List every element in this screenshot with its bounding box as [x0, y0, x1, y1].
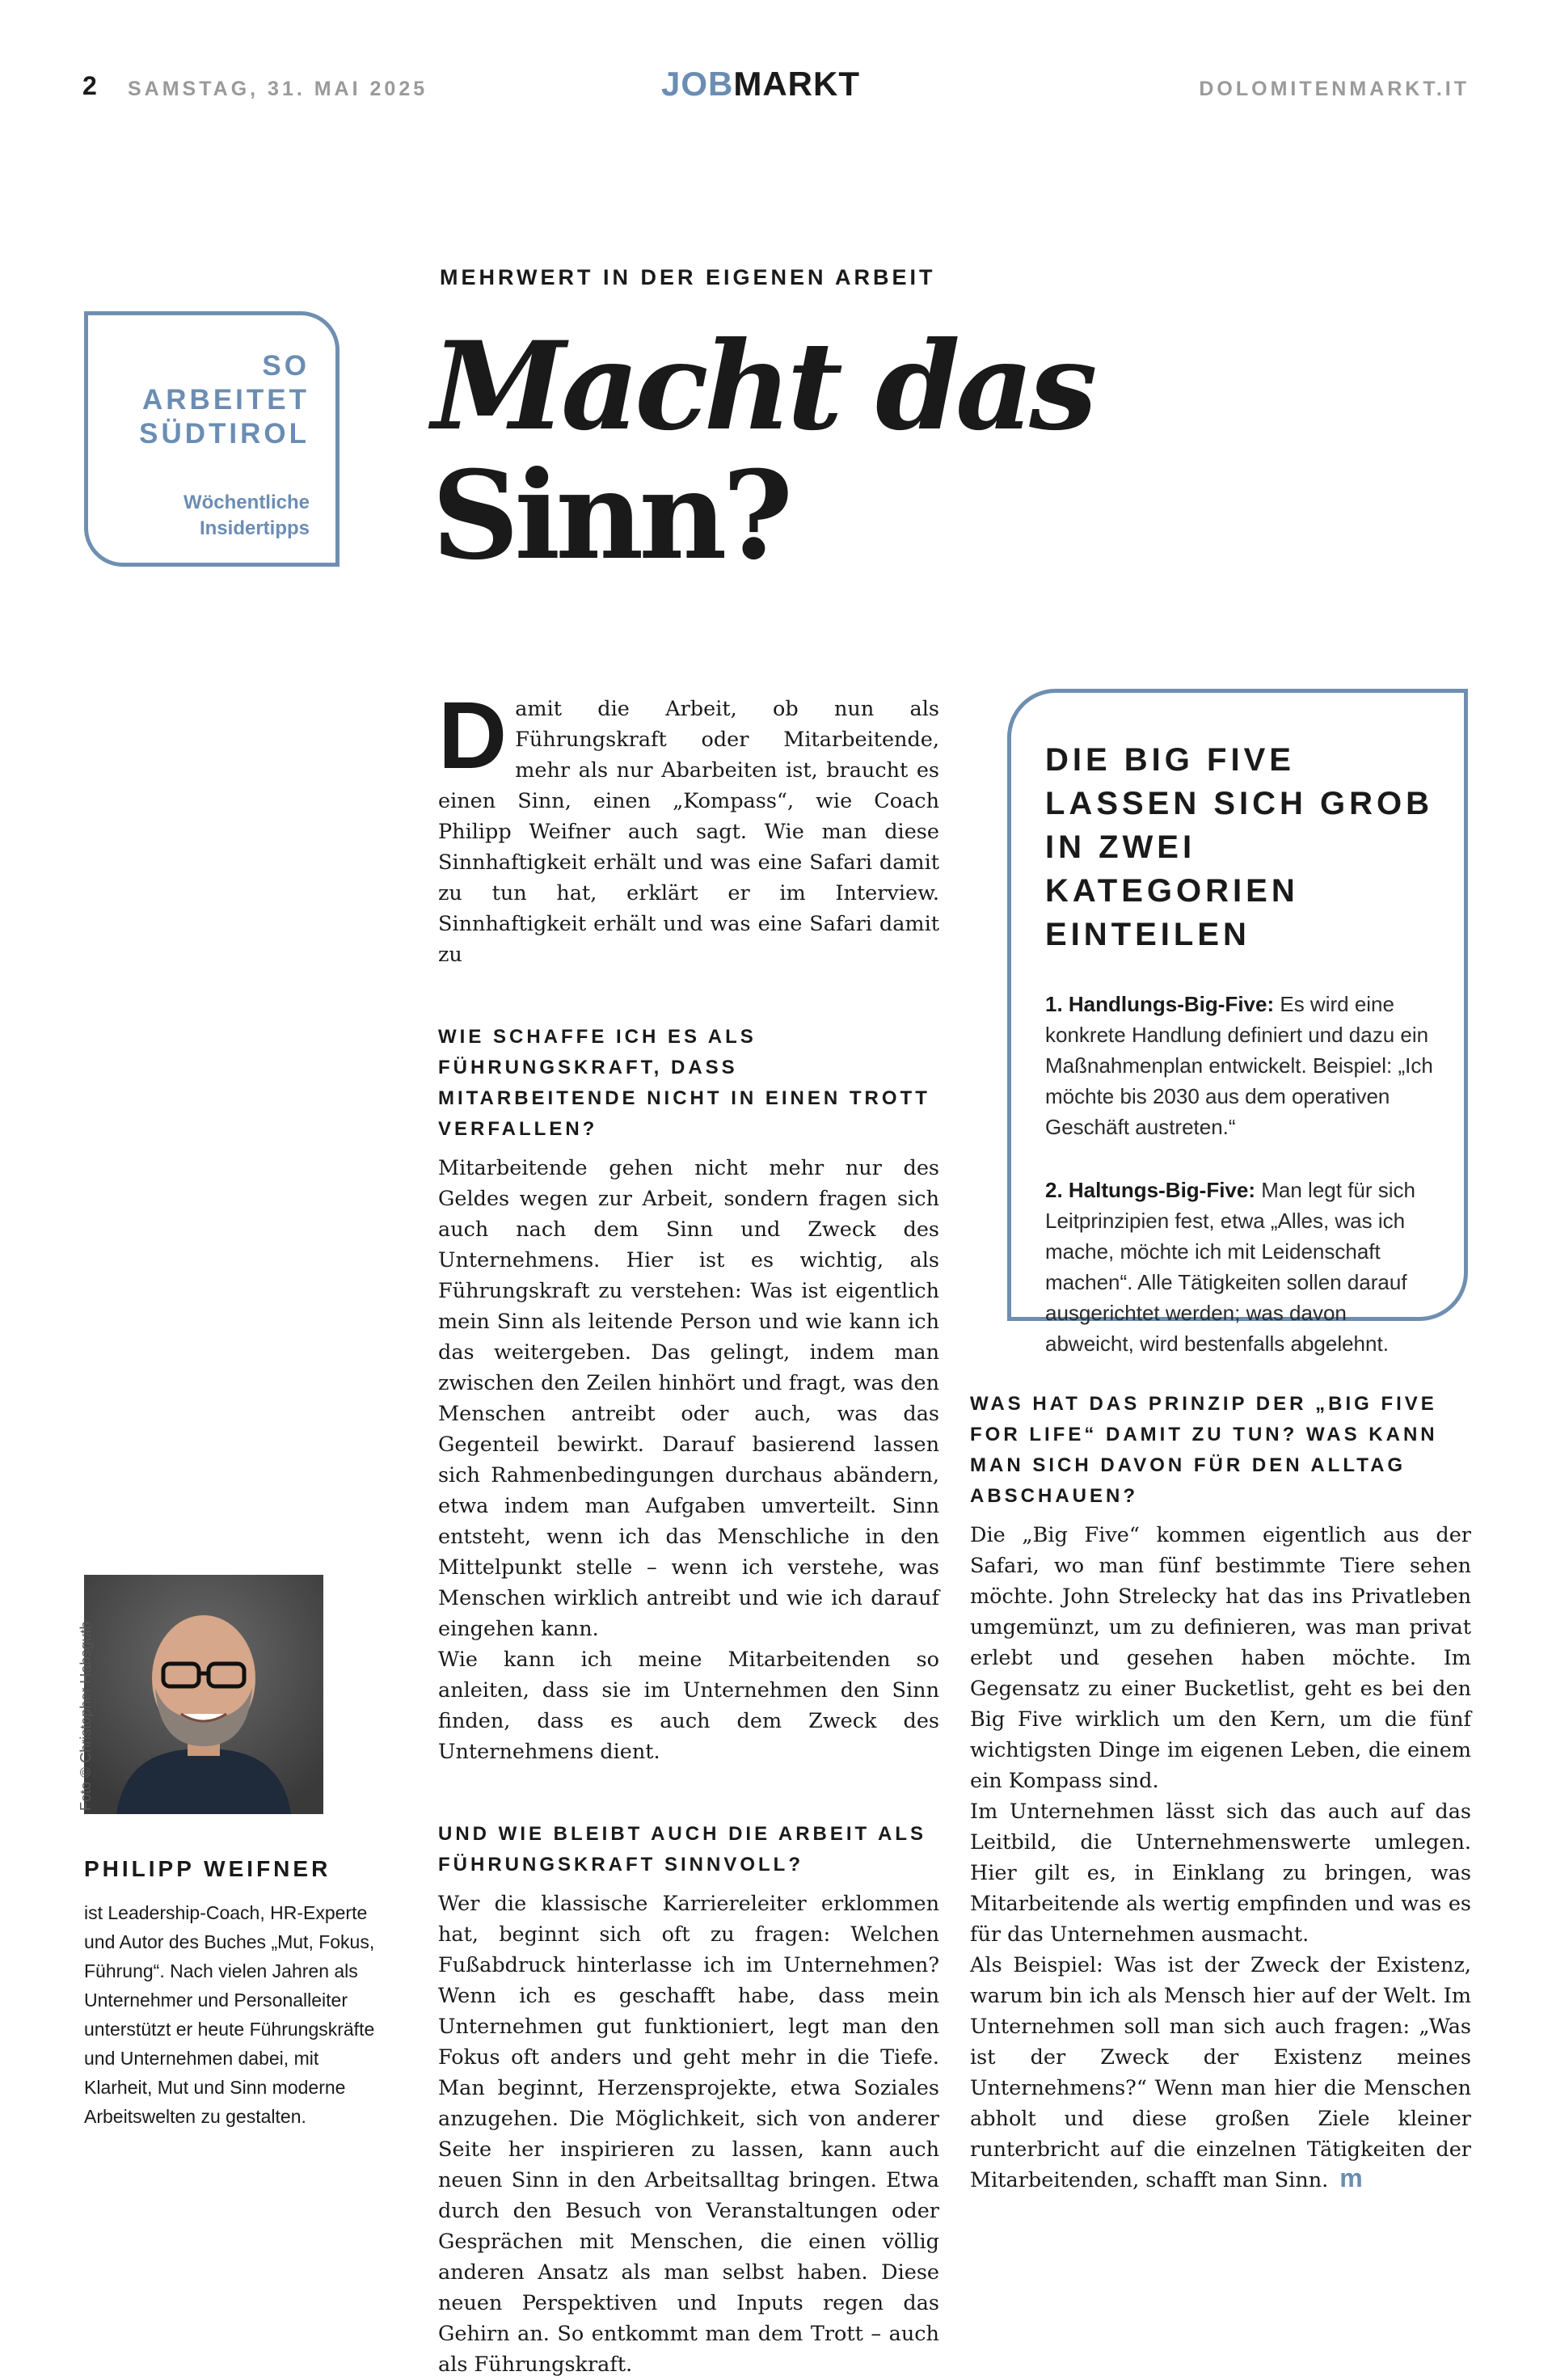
answer-1 — [438, 1153, 939, 1767]
answer-1-paragraph-1: Mitarbeitende gehen nicht mehr nur des Geldes wegen zur Arbeit, sondern fragen sich auch nach dem Sinn und Zweck des Unternehmens. Hier ist es wichtig, als Führungskraft zu verstehen: Was ist eigentlich mein Sinn als leitende Person und wie kann ich das weitergeben. Das gelingt, indem man zwischen den Zeilen hinhört und fragt, was den Menschen antreibt oder auch, was das Gegenteil bewirkt. Darauf basierend lassen sich Rahmenbedingungen durchaus abändern, etwa indem man Aufgaben umverteilt. Sinn entsteht, wenn ich das Menschliche in den Mittelpunkt stelle – wenn ich verstehe, was Menschen wirklich antreibt und wie ich darauf eingehen kann. — [438, 1156, 939, 1641]
photo-credit: Foto © Christopher Habsguth — [78, 1621, 94, 1811]
brand-logo-job: JOB — [661, 65, 734, 103]
question-heading-3: WAS HAT DAS PRINZIP DER „BIG FIVE FOR LIFE“ DAMIT ZU TUN? WAS KANN MAN SICH DAVON FÜR DEN ALLTAG ABSCHAUEN? — [970, 1393, 1438, 1507]
dropcap: D — [438, 682, 508, 789]
brand-logo-markt: MARKT — [733, 65, 860, 103]
headline-line-2: Sinn? — [432, 445, 789, 587]
question-heading-1: WIE SCHAFFE ICH ES ALS FÜHRUNGSKRAFT, DASS MITARBEITENDE NICHT IN EINEN TROTT VERFALLEN? — [438, 1026, 930, 1140]
answer-3-paragraph-3-text: Als Beispiel: Was ist der Zweck der Existenz, warum bin ich als Mensch hier auf der Welt. Im Unternehmen soll man sich auch fragen: „Was ist der Zweck der Existenz meines Unternehmens?“ Wenn man hier die Menschen abholt und diese großen Ziele kleiner runterbricht auf die einzelnen Tätigkeiten der Mitarbeitenden, schafft man Sinn. — [970, 1953, 1471, 2192]
article-kicker: MEHRWERT IN DER EIGENEN ARBEIT — [440, 265, 936, 289]
answer-3-paragraph-1: Die „Big Five“ kommen eigentlich aus der Safari, wo man fünf bestimmte Tiere sehen möchte. John Strelecky hat das ins Privatleben umgemünzt, um zu definieren, was man privat erlebt und gesehen haben möchte. Im Gegensatz zu einer Bucketlist, geht es bei den Big Five wirklich um den Kern, um die fünf wichtigsten Dinge im eigenen Leben, die einem ein Kompass sind. — [970, 1523, 1471, 1793]
series-subtitle: Wöchentliche Insidertipps — [183, 492, 310, 539]
brand-logo[interactable] — [661, 65, 860, 103]
infobox-item-1-label: 1. Handlungs-Big-Five: — [1045, 992, 1275, 1016]
article-intro — [438, 682, 939, 970]
author-name: PHILIPP WEIFNER — [84, 1856, 331, 1881]
answer-2-paragraph: Wer die klassische Karriereleiter erklommen hat, beginnt sich oft zu fragen: Welchen Fußabdruck hinterlasse ich im Unternehmen? Wenn ich es geschafft habe, dass mein Unternehmen gut funktioniert, legt man den Fokus oft anders und geht mehr in die Tiefe. Man beginnt, Herzensprojekte, etwa Soziales anzugehen. Die Möglichkeit, sich von anderer Seite her inspirieren zu lassen, kann auch neuen Sinn in den Arbeitsalltag bringen. Etwa durch den Besuch von Veranstaltungen oder Gesprächen mit Menschen, die einen völlig anderen Ansatz als man selbst haben. Diese neuen Perspektiven und Inputs regen das Gehirn an. So entkommt man dem Trott – auch als Führungskraft. — [438, 1892, 939, 2377]
headline-line-1: Macht das — [432, 315, 1093, 458]
infobox-title: DIE BIG FIVE LASSEN SICH GROB IN ZWEI KATEGORIEN EINTEILEN — [1045, 742, 1434, 952]
header-date: SAMSTAG, 31. MAI 2025 — [128, 78, 428, 100]
header-url[interactable]: DOLOMITENMARKT.IT — [1199, 78, 1470, 100]
article-headline — [432, 315, 1159, 587]
answer-1-paragraph-2: Wie kann ich meine Mitarbeitenden so anleiten, dass sie im Unternehmen den Sinn finden, dass es auch dem Zweck des Unternehmens dient. — [438, 1648, 939, 1764]
series-box — [84, 311, 340, 567]
author-bio: ist Leadership-Coach, HR-Experte und Autor des Buches „Mut, Fokus, Führung“. Nach vielen Jahren als Unternehmer und Personalleiter unterstützt er heute Führungskräfte und Unternehmen dabei, mit Klarheit, Mut und Sinn moderne Arbeitswelten zu gestalten. — [84, 1902, 375, 2127]
series-title: SO ARBEITET SÜDTIROL — [139, 350, 310, 449]
big-five-infobox — [1007, 689, 1468, 1356]
infobox-item-2 — [1045, 1175, 1435, 1359]
page-number: 2 — [82, 71, 97, 100]
answer-3-paragraph-2: Im Unternehmen lässt sich das auch auf das Leitbild, die Unternehmenswerte umlegen. Hier gilt es, in Einklang zu bringen, was Mitarbeitende als wertig empfinden und was es für das Unternehmen ausmacht. — [970, 1800, 1471, 1947]
answer-2 — [438, 1888, 939, 2380]
article-column-right — [970, 1389, 1471, 2196]
author-photo — [84, 1575, 323, 1814]
infobox-item-1-text: Es wird eine konkrete Handlung definiert und dazu ein Maßnahmenplan entwickelt. Beispiel: „Ich möchte bis 2030 aus dem operativen Geschäft austreten.“ — [1045, 992, 1433, 1139]
article-column-middle — [438, 682, 939, 2380]
end-mark-icon: m — [1339, 2163, 1363, 2192]
infobox-item-2-label: 2. Haltungs-Big-Five: — [1045, 1178, 1256, 1202]
question-heading-2: UND WIE BLEIBT AUCH DIE ARBEIT ALS FÜHRUNGSKRAFT SINNVOLL? — [438, 1823, 926, 1876]
answer-3 — [970, 1520, 1471, 2196]
intro-text: amit die Arbeit, ob nun als Führungskraft oder Mitarbeitende, mehr als nur Abarbeiten ist, braucht es einen Sinn, einen „Kompass“, wie Coach Philipp Weifner auch sagt. Wie man diese Sinnhaftigkeit erhält und was eine Safari damit zu tun hat, erklärt er im Interview. Sinnhaftigkeit erhält und was eine Safari damit zu — [438, 697, 939, 967]
answer-3-paragraph-3 — [970, 1950, 1471, 2196]
author-portrait-image — [84, 1575, 323, 1814]
infobox-item-1 — [1045, 989, 1435, 1142]
infobox-item-2-text: Man legt für sich Leitprinzipien fest, etwa „Alles, was ich mache, möchte ich mit Leidenschaft machen“. Alle Tätigkeiten sollen darauf ausgerichtet werden; was davon abweicht, wird bestenfalls abgelehnt. — [1045, 1178, 1415, 1356]
